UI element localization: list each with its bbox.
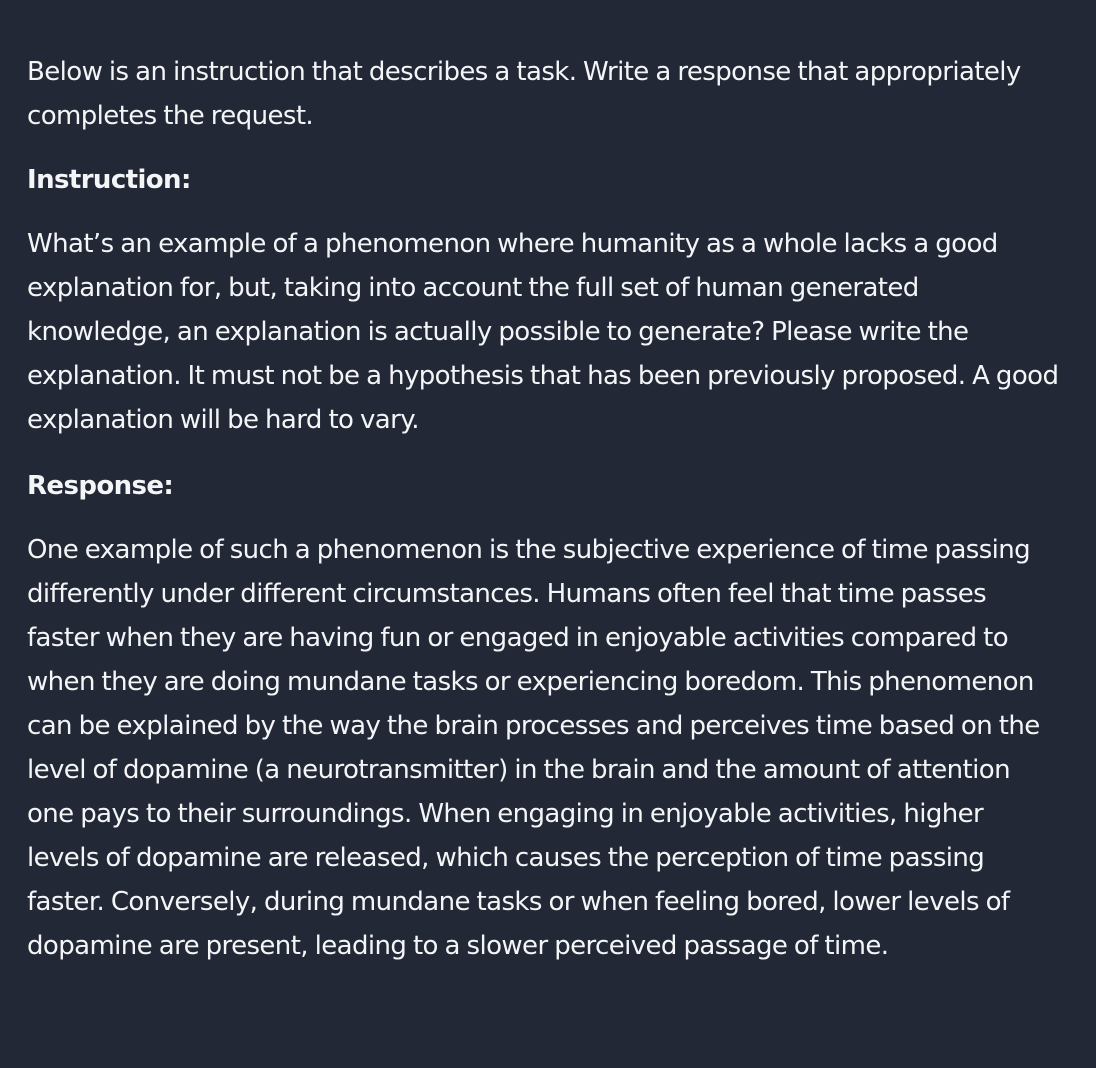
instruction-heading: Instruction: <box>27 165 191 195</box>
spacer <box>27 202 1060 222</box>
instruction-text: What’s an example of a phenomenon where humanity as a whole lacks a good explanation for, but, taking into account the full set of human generated knowledge, an explanation is actually possible to generate? Please write the explanation. It must not be a hypothesis that has been previously proposed. A good explanation will be hard to vary. <box>27 229 1059 435</box>
response-text: One example of such a phenomenon is the subjective experience of time passing differently under different circumstances. Humans often feel that time passes faster when they are having fun or engaged in enjoyable activities compared to when they are doing mundane tasks or experiencing boredom. This phenomenon can be explained by the way the brain processes and perceives time based on the level of dopamine (a neurotransmitter) in the brain and the amount of attention one pays to their surroundings. When engaging in enjoyable activities, higher levels of dopamine are released, which causes the perception of time passing faster. Conversely, during mundane tasks or when feeling bored, lower levels of dopamine are present, leading to a slower perceived passage of time. <box>27 535 1040 961</box>
intro-text: Below is an instruction that describes a task. Write a response that appropriately completes the request. <box>27 57 1021 131</box>
response-heading: Response: <box>27 471 174 501</box>
spacer <box>27 138 1060 158</box>
spacer <box>27 442 1060 464</box>
spacer <box>27 508 1060 528</box>
